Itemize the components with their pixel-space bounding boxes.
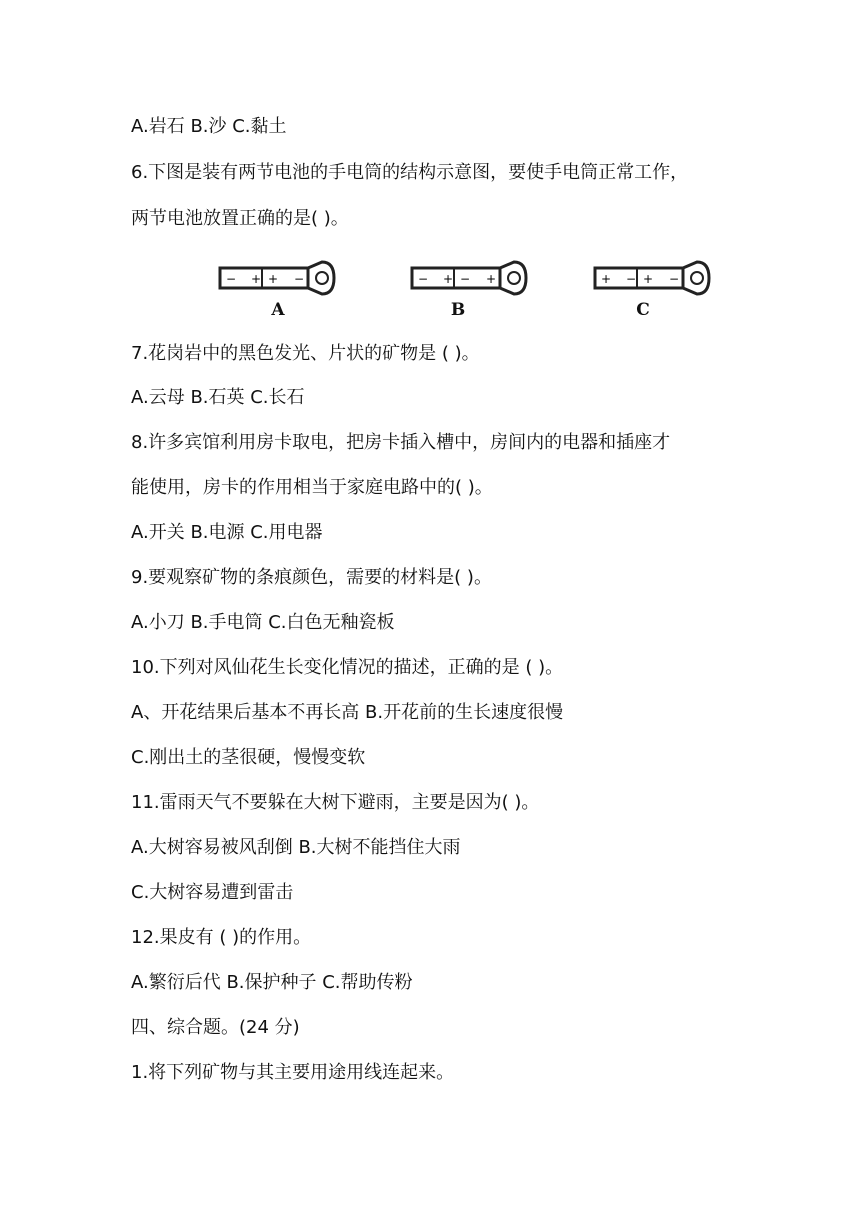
- battery-sign: −: [294, 272, 305, 286]
- battery-sign: +: [486, 272, 497, 286]
- q8-options: A.开关 B.电源 C.用电器: [131, 522, 323, 543]
- q7-stem: 7.花岗岩中的黑色发光、片状的矿物是 ( )。: [131, 343, 480, 364]
- battery-sign: +: [268, 272, 279, 286]
- flashlight-b-diagram: [410, 256, 530, 301]
- battery-sign: −: [418, 272, 429, 286]
- section-heading: 四、综合题。(24 分): [131, 1017, 300, 1038]
- q5-options: A.岩石 B.沙 C.黏土: [131, 116, 287, 137]
- q10-options-line-1: A、开花结果后基本不再长高 B.开花前的生长速度很慢: [131, 702, 564, 723]
- flashlight-c-diagram: [593, 256, 713, 301]
- q8-stem-line-1: 8.许多宾馆利用房卡取电，把房卡插入槽中，房间内的电器和插座才: [131, 432, 671, 453]
- battery-sign: +: [643, 272, 654, 286]
- battery-sign: +: [601, 272, 612, 286]
- q12-options: A.繁衍后代 B.保护种子 C.帮助传粉: [131, 972, 413, 993]
- battery-sign: +: [443, 272, 454, 286]
- battery-sign: −: [226, 272, 237, 286]
- q6-stem-line-2: 两节电池放置正确的是( )。: [131, 208, 349, 229]
- q8-stem-line-2: 能使用，房卡的作用相当于家庭电路中的( )。: [131, 477, 493, 498]
- q9-stem: 9.要观察矿物的条痕颜色，需要的材料是( )。: [131, 567, 492, 588]
- section-q1-stem: 1.将下列矿物与其主要用途用线连起来。: [131, 1062, 455, 1083]
- q7-options: A.云母 B.石英 C.长石: [131, 387, 305, 408]
- q11-options-line-2: C.大树容易遭到雷击: [131, 882, 294, 903]
- q10-options-line-2: C.刚出土的茎很硬，慢慢变软: [131, 747, 366, 768]
- figure-label-c: C: [636, 300, 650, 320]
- flashlight-figure: [210, 250, 710, 330]
- q11-options-line-1: A.大树容易被风刮倒 B.大树不能挡住大雨: [131, 837, 461, 858]
- battery-sign: −: [669, 272, 680, 286]
- figure-label-b: B: [450, 300, 466, 320]
- q12-stem: 12.果皮有 ( )的作用。: [131, 927, 312, 948]
- q9-options: A.小刀 B.手电筒 C.白色无釉瓷板: [131, 612, 395, 633]
- q11-stem: 11.雷雨天气不要躲在大树下避雨，主要是因为( )。: [131, 792, 540, 813]
- battery-sign: +: [251, 272, 262, 286]
- q6-stem-line-1: 6.下图是装有两节电池的手电筒的结构示意图，要使手电筒正常工作，: [131, 162, 689, 183]
- figure-label-a: A: [271, 300, 285, 320]
- battery-sign: −: [460, 272, 471, 286]
- battery-sign: −: [626, 272, 637, 286]
- q10-stem: 10.下列对风仙花生长变化情况的描述，正确的是 ( )。: [131, 657, 564, 678]
- flashlight-a-diagram: [218, 256, 338, 301]
